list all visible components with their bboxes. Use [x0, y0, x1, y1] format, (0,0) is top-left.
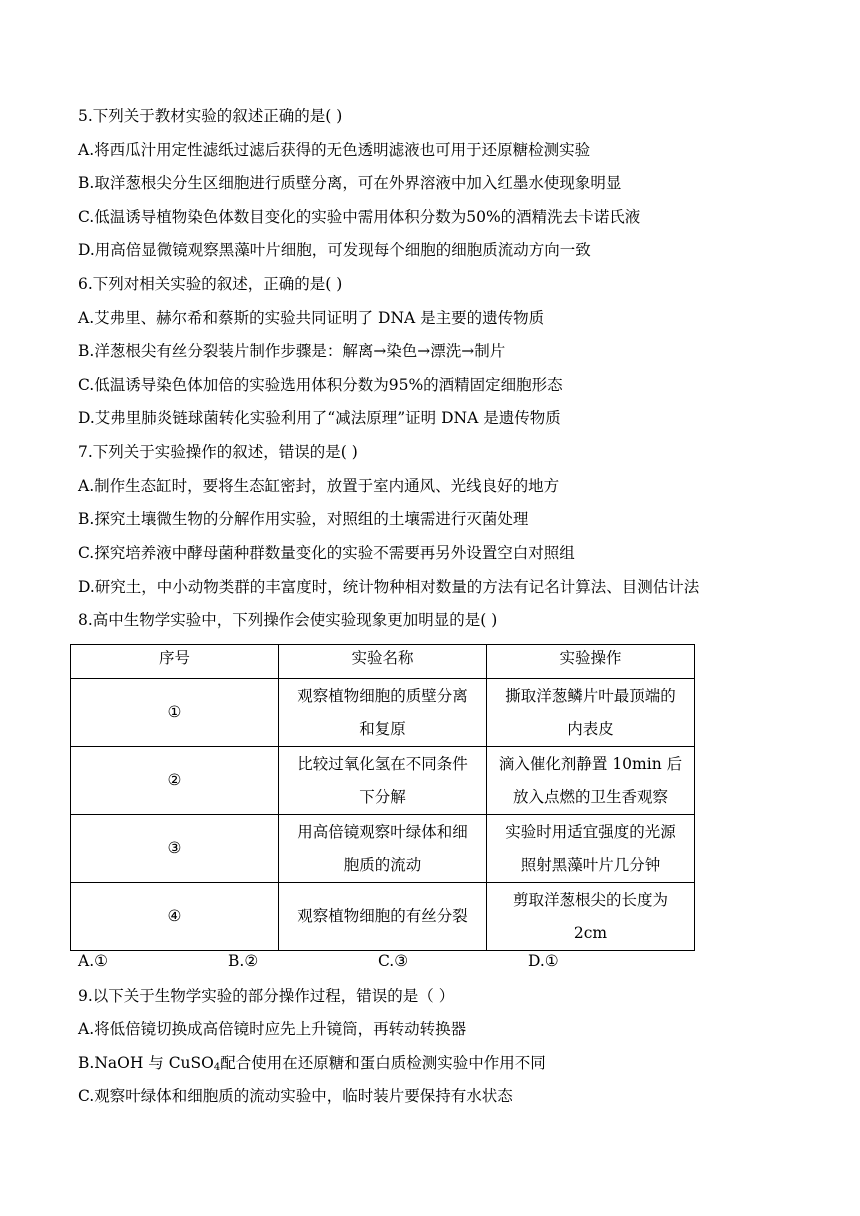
- question-8-option-a: A.①: [78, 952, 109, 970]
- table-row: [71, 679, 695, 747]
- cell-line: 照射黑藻叶片几分钟: [520, 855, 661, 874]
- question-6-option-b: B.洋葱根尖有丝分裂装片制作步骤是：解离→染色→漂洗→制片: [78, 342, 506, 360]
- question-5-stem: 5.下列关于教材实验的叙述正确的是( ): [78, 107, 343, 125]
- row-number: ②: [71, 747, 279, 815]
- question-5-option-d: D.用高倍显微镜观察黑藻叶片细胞，可发现每个细胞的细胞质流动方向一致: [78, 241, 591, 259]
- question-9-option-c: C.观察叶绿体和细胞质的流动实验中，临时装片要保持有水状态: [78, 1087, 513, 1105]
- question-9-stem: 9.以下关于生物学实验的部分操作过程，错误的是（ ）: [78, 987, 455, 1005]
- cell-line: 滴入催化剂静置 10min 后: [498, 754, 683, 773]
- question-8-option-c: C.③: [378, 952, 409, 970]
- row-experiment-operation: [487, 815, 695, 883]
- question-5-option-a: A.将西瓜汁用定性滤纸过滤后获得的无色透明滤液也可用于还原糖检测实验: [78, 141, 591, 159]
- question-8-stem: 8.高中生物学实验中，下列操作会使实验现象更加明显的是( ): [78, 611, 498, 629]
- row-experiment-name: 观察植物细胞的有丝分裂: [279, 883, 487, 951]
- subscript-4: 4: [213, 1062, 221, 1073]
- cell-line: 比较过氧化氢在不同条件: [297, 754, 468, 773]
- question-9-option-b: [78, 1053, 546, 1078]
- experiment-table: [70, 644, 695, 951]
- row-experiment-operation: [487, 883, 695, 951]
- question-8-option-d: D.①: [528, 952, 559, 970]
- row-number: ④: [71, 883, 279, 951]
- question-5-option-c: C.低温诱导植物染色体数目变化的实验中需用体积分数为50%的酒精洗去卡诺氏液: [78, 208, 641, 226]
- question-8-option-b: B.②: [228, 952, 259, 970]
- question-7-option-b: B.探究土壤微生物的分解作用实验，对照组的土壤需进行灭菌处理: [78, 510, 529, 528]
- header-number: 序号: [71, 645, 279, 679]
- question-7-option-c: C.探究培养液中酵母菌种群数量变化的实验不需要再另外设置空白对照组: [78, 544, 575, 562]
- header-experiment-name: 实验名称: [279, 645, 487, 679]
- question-6-option-c: C.低温诱导染色体加倍的实验选用体积分数为95%的酒精固定细胞形态: [78, 376, 563, 394]
- row-experiment-name: [279, 747, 487, 815]
- cell-line: 放入点燃的卫生香观察: [512, 787, 668, 806]
- row-number: ①: [71, 679, 279, 747]
- header-experiment-operation: 实验操作: [487, 645, 695, 679]
- question-7-option-a: A.制作生态缸时，要将生态缸密封，放置于室内通风、光线良好的地方: [78, 477, 560, 495]
- table-row: [71, 747, 695, 815]
- cell-line: 剪取洋葱根尖的长度为: [512, 890, 668, 909]
- question-6-option-d: D.艾弗里肺炎链球菌转化实验利用了“减法原理”证明 DNA 是遗传物质: [78, 409, 561, 427]
- question-6-stem: 6.下列对相关实验的叙述，正确的是( ): [78, 275, 343, 293]
- cell-line: 下分解: [359, 787, 406, 806]
- cell-line: 胞质的流动: [343, 855, 422, 874]
- row-experiment-operation: [487, 747, 695, 815]
- cell-line: 观察植物细胞的质壁分离: [297, 686, 468, 705]
- question-7-stem: 7.下列关于实验操作的叙述，错误的是( ): [78, 443, 358, 461]
- question-9-option-a: A.将低倍镜切换成高倍镜时应先上升镜筒，再转动转换器: [78, 1020, 467, 1038]
- cell-line: 和复原: [359, 719, 406, 738]
- cell-line: 撕取洋葱鳞片叶最顶端的: [505, 686, 676, 705]
- table-header-row: [71, 645, 695, 679]
- question-5-option-b: B.取洋葱根尖分生区细胞进行质壁分离，可在外界溶液中加入红墨水使现象明显: [78, 174, 622, 192]
- row-number: ③: [71, 815, 279, 883]
- row-experiment-name: [279, 679, 487, 747]
- table-row: [71, 815, 695, 883]
- option-b-text-end: 配合使用在还原糖和蛋白质检测实验中作用不同: [220, 1054, 546, 1072]
- row-experiment-operation: [487, 679, 695, 747]
- cell-line: 实验时用适宜强度的光源: [505, 822, 676, 841]
- question-6-option-a: A.艾弗里、赫尔希和蔡斯的实验共同证明了 DNA 是主要的遗传物质: [78, 309, 545, 327]
- row-experiment-name: [279, 815, 487, 883]
- cell-line: 内表皮: [567, 719, 614, 738]
- question-7-option-d: D.研究土，中小动物类群的丰富度时，统计物种相对数量的方法有记名计算法、目测估计法: [78, 578, 700, 596]
- table-row: [71, 883, 695, 951]
- cell-line: 用高倍镜观察叶绿体和细: [297, 822, 468, 841]
- cell-line: 2cm: [573, 923, 608, 942]
- question-8-options: [78, 952, 638, 974]
- option-b-text-start: B.NaOH 与 CuSO: [78, 1054, 214, 1072]
